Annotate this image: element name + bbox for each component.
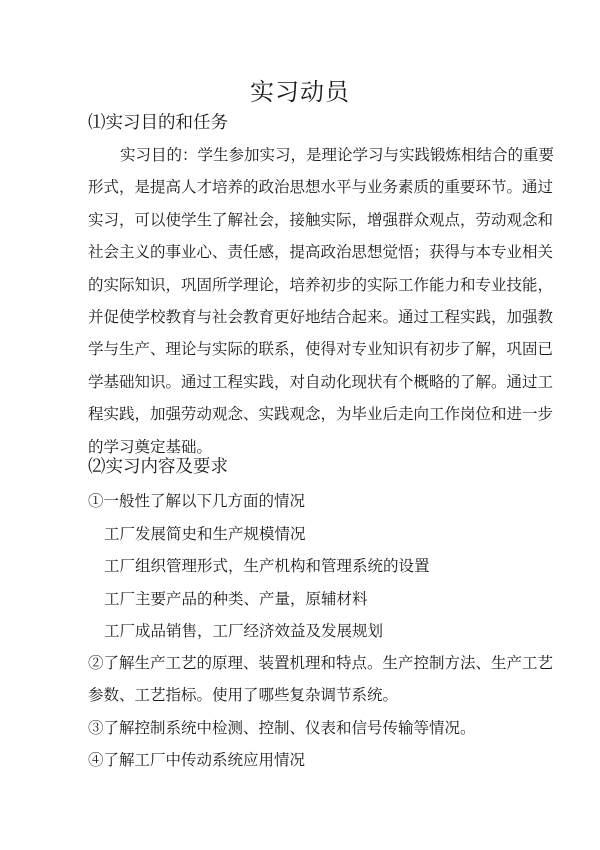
page-title: 实习动员 bbox=[250, 78, 350, 106]
paragraph-line: 的实际知识，巩固所学理论，培养初步的实际工作能力和专业技能， bbox=[88, 275, 554, 294]
paragraph-line: 学基础知识。通过工程实践，对自动化现状有个概略的了解。通过工 bbox=[88, 372, 554, 391]
sub-list-item: 工厂主要产品的种类、产量，原辅材料 bbox=[104, 590, 368, 608]
list-item-general: ①一般性了解以下几方面的情况 bbox=[88, 492, 306, 510]
list-item-control: ③了解控制系统中检测、控制、仪表和信号传输等情况。 bbox=[88, 719, 476, 737]
paragraph-line: 社会主义的事业心、责任感，提高政治思想觉悟；获得与本专业相关 bbox=[88, 243, 554, 262]
list-item-process: ②了解生产工艺的原理、装置机理和特点。生产控制方法、生产工艺 bbox=[88, 654, 554, 672]
paragraph-line: 并促使学校教育与社会教育更好地结合起来。通过工程实践，加强教 bbox=[88, 308, 554, 327]
paragraph-line: 学与生产、理论与实际的联系，使得对专业知识有初步了解，巩固已 bbox=[88, 340, 554, 359]
sub-list-item: 工厂发展简史和生产规模情况 bbox=[104, 525, 306, 543]
paragraph-line: 实习，可以使学生了解社会，接触实际，增强群众观点，劳动观念和 bbox=[88, 210, 554, 229]
paragraph-line: 程实践，加强劳动观念、实践观念，为毕业后走向工作岗位和进一步 bbox=[88, 405, 554, 424]
paragraph-line: 的学习奠定基础。 bbox=[88, 437, 213, 456]
sub-list-item: 工厂组织管理形式，生产机构和管理系统的设置 bbox=[104, 557, 430, 575]
section-heading-content: ⑵实习内容及要求 bbox=[88, 457, 228, 477]
sub-list-item: 工厂成品销售，工厂经济效益及发展规划 bbox=[104, 622, 384, 640]
paragraph-line: 形式，是提高人才培养的政治思想水平与业务素质的重要环节。通过 bbox=[88, 178, 554, 197]
paragraph-line: 实习目的：学生参加实习，是理论学习与实践锻炼相结合的重要 bbox=[120, 146, 555, 164]
purpose-paragraph bbox=[88, 139, 555, 463]
list-item-process-cont: 参数、工艺指标。使用了哪些复杂调节系统。 bbox=[88, 686, 399, 704]
section-heading-purpose: ⑴实习目的和任务 bbox=[88, 113, 228, 133]
list-item-drive: ④了解工厂中传动系统应用情况 bbox=[88, 751, 306, 769]
